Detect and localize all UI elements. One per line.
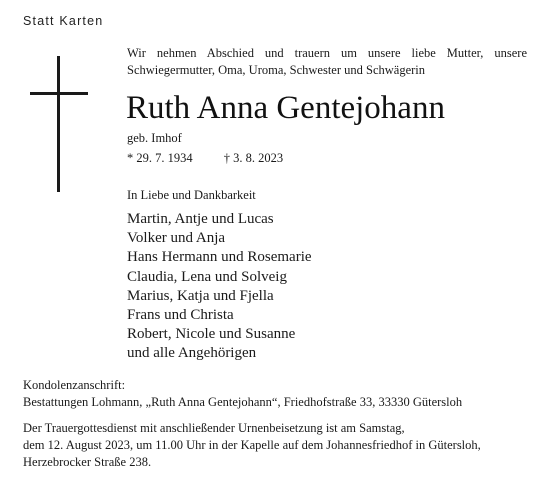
mourners-list [127, 210, 312, 364]
birth-name: geb. Imhof [127, 131, 182, 145]
condolence-label: Kondolenzanschrift: [23, 378, 126, 392]
list-item: Marius, Katja und Fjella [127, 287, 274, 304]
header-statt-karten: Statt Karten [23, 14, 104, 28]
list-item: Volker und Anja [127, 230, 226, 247]
cross-vertical-bar [57, 56, 60, 192]
list-item: Frans und Christa [127, 307, 234, 324]
list-item: und alle Angehörigen [127, 345, 257, 362]
cross-icon [30, 56, 88, 192]
intro-text [127, 45, 527, 79]
intro-line-1: Wir nehmen Abschied und trauern um unsere liebe Mutter, unsere [127, 46, 527, 60]
mourners-intro: In Liebe und Dankbarkeit [127, 188, 256, 202]
list-item: Robert, Nicole und Susanne [127, 326, 296, 343]
life-dates [127, 151, 283, 166]
cross-horizontal-bar [30, 92, 88, 95]
death-date: † 3. 8. 2023 [223, 151, 284, 165]
list-item: Claudia, Lena und Solveig [127, 268, 287, 285]
service-line-1: Der Trauergottesdienst mit anschließender Urnenbeisetzung ist am Samstag, [23, 421, 405, 435]
service-line-2: dem 12. August 2023, um 11.00 Uhr in der Kapelle auf dem Johannesfriedhof in Gütersloh, [23, 438, 481, 452]
condolence-address: Bestattungen Lohmann, „Ruth Anna Gentejohann“, Friedhofstraße 33, 33330 Gütersloh [23, 395, 463, 409]
list-item: Hans Hermann und Rosemarie [127, 249, 312, 266]
intro-line-2: Schwiegermutter, Oma, Uroma, Schwester und Schwägerin [127, 63, 426, 77]
service-line-3: Herzebrocker Straße 238. [23, 455, 152, 469]
birth-date: * 29. 7. 1934 [127, 151, 193, 165]
deceased-name: Ruth Anna Gentejohann [126, 90, 445, 126]
list-item: Martin, Antje und Lucas [127, 211, 274, 227]
service-info [23, 420, 531, 471]
